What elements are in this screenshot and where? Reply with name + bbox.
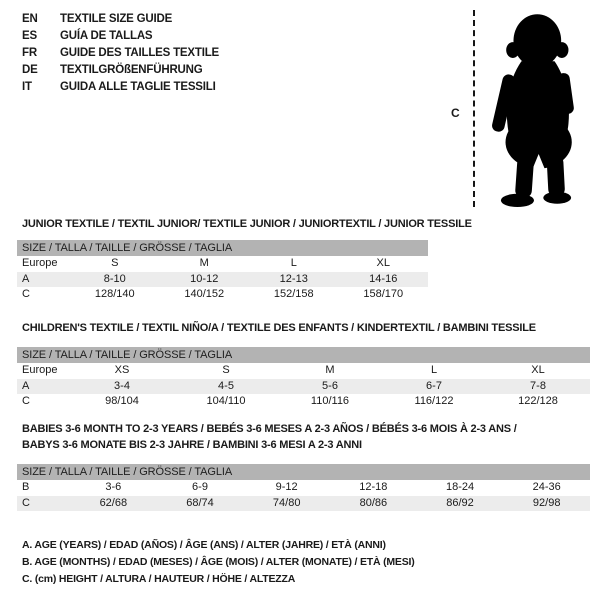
table-cell: 12-13 <box>279 272 308 285</box>
section-title-babies-line2: BABYS 3-6 MONATE BIS 2-3 JAHRE / BAMBINI 3-6 MESI A 2-3 ANNI <box>22 439 362 451</box>
table-cell: 128/140 <box>94 288 135 301</box>
junior-size-table <box>17 240 428 303</box>
table-cell: XL <box>531 364 545 376</box>
table-cell: 7-8 <box>530 379 546 392</box>
table-cell: 12-18 <box>359 481 388 493</box>
table-cell: 74/80 <box>272 496 301 509</box>
language-row <box>22 11 219 28</box>
table-cell: 18-24 <box>445 481 475 493</box>
table-cell: 4-5 <box>218 379 234 392</box>
table-cell: 158/170 <box>363 288 404 301</box>
table-cell: 3-4 <box>114 379 130 392</box>
row-label-cell: Europe <box>22 257 58 269</box>
table-cell: L <box>430 364 438 376</box>
table-cell: 6-9 <box>192 481 208 493</box>
row-label-cell: A <box>22 272 30 285</box>
table-cell: 6-7 <box>426 379 442 392</box>
row-label-cell: C <box>22 496 30 509</box>
legend-line: C. (cm) HEIGHT / ALTURA / HAUTEUR / HÖHE / ALTEZZA <box>22 573 296 585</box>
language-label: GUIDE DES TAILLES TEXTILE <box>60 47 219 59</box>
table-cell: M <box>325 364 335 376</box>
table-cell: 14-16 <box>369 272 398 285</box>
language-row <box>22 62 219 79</box>
language-label: TEXTILGRÖßENFÜHRUNG <box>60 64 203 76</box>
table-cell: 3-6 <box>105 481 122 493</box>
table-row <box>17 363 590 379</box>
table-cell: 24-36 <box>532 481 561 493</box>
height-label: C <box>451 106 460 120</box>
table-cell: 68/74 <box>186 496 214 509</box>
row-label-cell: C <box>22 395 30 408</box>
row-label-cell: C <box>22 288 30 301</box>
table-header-bar: SIZE / TALLA / TAILLE / GRÖSSE / TAGLIA <box>17 347 590 363</box>
measurement-legend <box>22 537 415 588</box>
table-cell: 5-6 <box>322 379 338 392</box>
table-cell: 140/152 <box>184 288 225 301</box>
table-row <box>17 496 590 512</box>
language-list <box>22 11 219 96</box>
table-cell: XL <box>376 257 390 269</box>
language-label: TEXTILE SIZE GUIDE <box>60 13 173 25</box>
language-code: ES <box>22 30 37 42</box>
table-header-bar: SIZE / TALLA / TAILLE / GRÖSSE / TAGLIA <box>17 240 428 256</box>
language-code: EN <box>22 13 38 25</box>
height-dashed-line <box>473 10 475 207</box>
table-cell: L <box>290 257 297 269</box>
table-row <box>17 480 590 496</box>
table-cell: 92/98 <box>532 496 561 509</box>
babies-size-table <box>17 464 590 511</box>
language-row <box>22 79 219 96</box>
table-cell: 104/110 <box>206 395 246 408</box>
section-title-babies <box>22 421 517 453</box>
table-cell: 9-12 <box>275 481 298 493</box>
table-row <box>17 256 428 272</box>
language-code: IT <box>22 81 32 93</box>
toddler-silhouette-icon <box>483 7 589 211</box>
table-cell: XS <box>114 364 130 376</box>
height-measure-figure <box>445 5 595 215</box>
table-cell: S <box>111 257 119 269</box>
table-cell: 110/116 <box>310 395 350 408</box>
section-title-babies-line1: BABIES 3-6 MONTH TO 2-3 YEARS / BEBÉS 3-6 MESES A 2-3 AÑOS / BÉBÉS 3-6 MOIS À 2-3 ANS / <box>22 423 517 435</box>
table-cell: 80/86 <box>359 496 388 509</box>
row-label-cell: A <box>22 379 30 392</box>
table-cell: 8-10 <box>103 272 126 285</box>
language-code: DE <box>22 64 38 76</box>
children-size-table <box>17 347 590 410</box>
table-row <box>17 272 428 288</box>
table-cell: 62/68 <box>99 496 128 509</box>
table-cell: S <box>222 364 230 376</box>
language-label: GUÍA DE TALLAS <box>60 30 153 42</box>
table-cell: 122/128 <box>518 395 558 408</box>
row-label-cell: Europe <box>22 364 58 376</box>
table-header-bar: SIZE / TALLA / TAILLE / GRÖSSE / TAGLIA <box>17 464 590 480</box>
table-cell: 86/92 <box>446 496 474 509</box>
section-title-children: CHILDREN'S TEXTILE / TEXTIL NIÑO/A / TEXTILE DES ENFANTS / KINDERTEXTIL / BAMBINI TESSILE <box>22 322 536 334</box>
table-cell: 98/104 <box>105 395 139 408</box>
row-label-cell: B <box>22 481 30 493</box>
language-label: GUIDA ALLE TAGLIE TESSILI <box>60 81 216 93</box>
language-row <box>22 28 219 45</box>
table-cell: 152/158 <box>273 288 314 301</box>
table-row <box>17 394 590 410</box>
table-row <box>17 287 428 303</box>
table-row <box>17 379 590 395</box>
legend-line: B. AGE (MONTHS) / EDAD (MESES) / ÂGE (MOIS) / ALTER (MONATE) / ETÀ (MESI) <box>22 556 415 568</box>
table-cell: 116/122 <box>414 395 454 408</box>
table-cell: 10-12 <box>190 272 219 285</box>
language-code: FR <box>22 47 37 59</box>
language-row <box>22 45 219 62</box>
table-cell: M <box>199 257 209 269</box>
legend-line: A. AGE (YEARS) / EDAD (AÑOS) / ÂGE (ANS) / ALTER (JAHRE) / ETÀ (ANNI) <box>22 539 386 551</box>
section-title-junior: JUNIOR TEXTILE / TEXTIL JUNIOR/ TEXTILE JUNIOR / JUNIORTEXTIL / JUNIOR TESSILE <box>22 218 472 230</box>
